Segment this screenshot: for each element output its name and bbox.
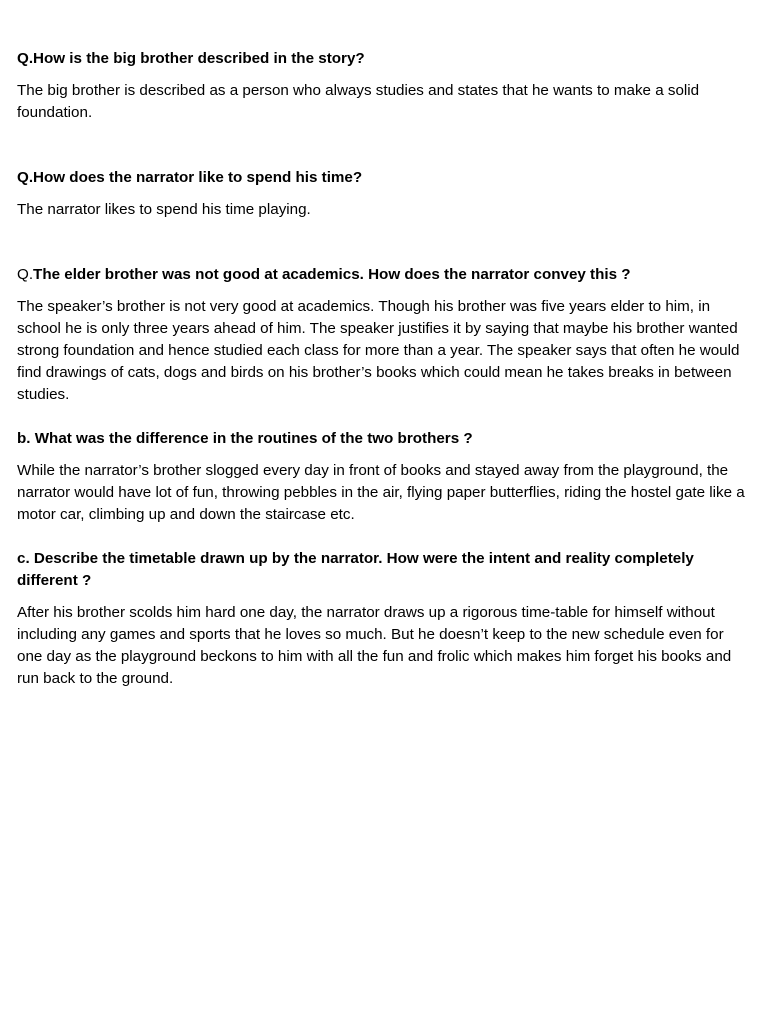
qa-section (17, 264, 752, 406)
question-heading (17, 548, 752, 592)
question-heading (17, 428, 752, 450)
question-text: b. What was the difference in the routines of the two brothers ? (17, 430, 473, 447)
question-text: Q.How does the narrator like to spend his time? (17, 169, 363, 186)
answer-paragraph: The big brother is described as a person who always studies and states that he wants to make a solid foundation. (17, 82, 700, 121)
qa-section (17, 548, 752, 690)
answer-paragraph: After his brother scolds him hard one day, the narrator draws up a rigorous time-table for himself without including any games and sports that he loves so much. But he doesn’t keep to the new schedule even for one day as the playground beckons to him with all the fun and frolic which makes him forget his books and run back to the ground. (17, 604, 732, 687)
question-text: Q.How is the big brother described in the story? (17, 50, 365, 67)
question-text: The elder brother was not good at academics. How does the narrator convey this ? (33, 266, 631, 283)
question-heading (17, 167, 752, 189)
qa-section (17, 167, 752, 221)
answer-paragraph: The narrator likes to spend his time playing. (17, 201, 311, 218)
question-prefix: Q. (17, 266, 34, 283)
qa-section (17, 48, 752, 124)
question-heading (17, 48, 752, 70)
answer-paragraph: While the narrator’s brother slogged every day in front of books and stayed away from the playground, the narrator would have lot of fun, throwing pebbles in the air, flying paper butterflies, riding the hostel gate like a motor car, climbing up and down the staircase etc. (17, 462, 745, 523)
answer-paragraph: The speaker’s brother is not very good at academics. Though his brother was five years elder to him, in school he is only three years ahead of him. The speaker justifies it by saying that maybe his brother wanted strong foundation and hence studied each class for more than a year. The speaker says that often he would find drawings of cats, dogs and birds on his brother’s books which could mean he takes breaks in between studies. (17, 298, 740, 403)
question-text: c. Describe the timetable drawn up by the narrator. How were the intent and reality completely different ? (17, 550, 694, 589)
qa-section (17, 428, 752, 526)
document-page (17, 48, 752, 690)
question-heading (17, 264, 752, 286)
